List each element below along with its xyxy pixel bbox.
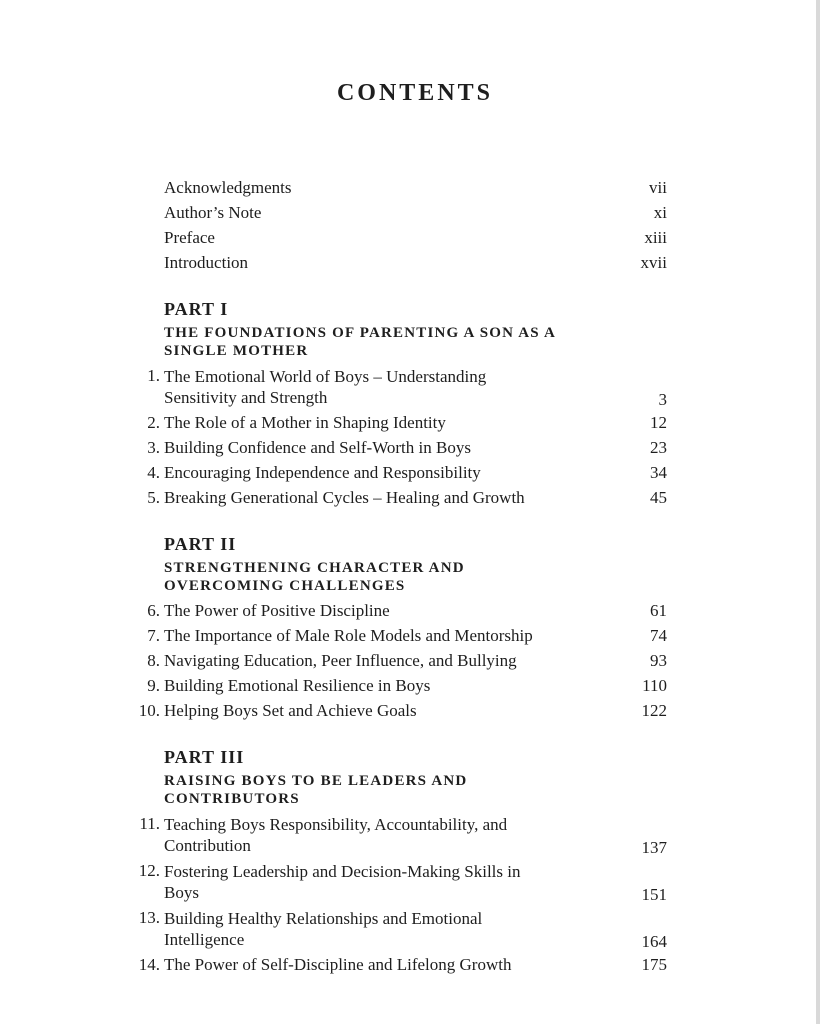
chapter-number: 1. <box>147 366 160 385</box>
chapter-number: 2. <box>147 413 160 432</box>
chapter-title: Building Emotional Resilience in Boys <box>164 676 431 695</box>
chapter-number: 11. <box>139 814 160 833</box>
chapter-page: 137 <box>641 838 667 857</box>
entry-page: vii <box>649 178 667 197</box>
part-label: PART III <box>164 747 245 767</box>
chapter-title: Building Confidence and Self-Worth in Boys <box>164 438 471 457</box>
chapter-page: 175 <box>641 955 667 974</box>
chapter-page: 164 <box>641 932 667 951</box>
chapter-title: Encouraging Independence and Responsibility <box>164 463 481 482</box>
chapter-number: 14. <box>138 955 160 974</box>
entry-page: xi <box>653 203 667 222</box>
toc-entry[interactable] <box>0 203 820 228</box>
chapter-number: 7. <box>147 626 160 645</box>
chapter-entry[interactable] <box>0 701 820 726</box>
front-matter <box>0 178 820 278</box>
chapter-page: 3 <box>658 390 667 409</box>
chapter-title: The Power of Self-Discipline and Lifelong Growth <box>164 955 512 974</box>
entry-title: Introduction <box>164 253 249 272</box>
chapter-page: 45 <box>650 488 667 507</box>
part-title: THE FOUNDATIONS OF PARENTING A SON AS A SINGLE MOTHER <box>164 325 556 359</box>
toc-entry[interactable] <box>0 253 820 278</box>
chapter-entry[interactable] <box>0 651 820 676</box>
chapter-entry[interactable] <box>0 366 820 413</box>
toc-entry[interactable] <box>0 178 820 203</box>
chapter-page: 122 <box>641 701 667 720</box>
chapter-number: 13. <box>138 908 160 927</box>
chapter-page: 34 <box>650 463 667 482</box>
chapter-entry[interactable] <box>0 601 820 626</box>
chapter-page: 151 <box>641 885 667 904</box>
chapter-title: Building Healthy Relationships and Emotional Intelligence <box>164 909 483 949</box>
table-of-contents <box>0 178 820 980</box>
chapter-entry[interactable] <box>0 861 820 908</box>
entry-page: xvii <box>640 253 667 272</box>
toc-entry[interactable] <box>0 228 820 253</box>
chapter-number: 10. <box>138 701 160 720</box>
chapter-page: 74 <box>650 626 667 645</box>
chapter-title: Navigating Education, Peer Influence, and Bullying <box>164 651 517 670</box>
chapter-title: Breaking Generational Cycles – Healing and Growth <box>164 488 525 507</box>
chapter-title: The Emotional World of Boys – Understanding Sensitivity and Strength <box>164 367 487 407</box>
part-heading <box>0 533 820 595</box>
chapter-page: 93 <box>650 651 667 670</box>
chapter-title: The Importance of Male Role Models and Mentorship <box>164 626 533 645</box>
chapter-entry[interactable] <box>0 814 820 861</box>
chapter-entry[interactable] <box>0 676 820 701</box>
chapter-number: 5. <box>147 488 160 507</box>
entry-title: Acknowledgments <box>164 178 292 197</box>
chapter-title: Helping Boys Set and Achieve Goals <box>164 701 417 720</box>
chapter-entry[interactable] <box>0 463 820 488</box>
chapter-entry[interactable] <box>0 626 820 651</box>
chapter-number: 3. <box>147 438 160 457</box>
chapter-page: 61 <box>650 601 667 620</box>
part-heading <box>0 746 820 808</box>
chapter-entry[interactable] <box>0 488 820 513</box>
chapter-number: 12. <box>138 861 160 880</box>
chapter-page: 110 <box>642 676 667 695</box>
chapter-title: The Power of Positive Discipline <box>164 601 390 620</box>
chapter-number: 6. <box>147 601 160 620</box>
chapter-number: 9. <box>147 676 160 695</box>
entry-title: Author’s Note <box>164 203 262 222</box>
chapter-entry[interactable] <box>0 438 820 463</box>
part-label: PART II <box>164 534 237 554</box>
chapter-entry[interactable] <box>0 413 820 438</box>
chapter-title: Teaching Boys Responsibility, Accountability, and Contribution <box>164 815 508 855</box>
part-title: STRENGTHENING CHARACTER AND OVERCOMING CHALLENGES <box>164 560 465 594</box>
chapter-page: 23 <box>650 438 667 457</box>
page-title: CONTENTS <box>336 80 494 106</box>
chapter-entry[interactable] <box>0 908 820 955</box>
chapter-entry[interactable] <box>0 955 820 980</box>
chapter-title: The Role of a Mother in Shaping Identity <box>164 413 446 432</box>
entry-title: Preface <box>164 228 215 247</box>
part-title: RAISING BOYS TO BE LEADERS AND CONTRIBUTORS <box>164 773 468 807</box>
part-heading <box>0 298 820 360</box>
chapter-number: 8. <box>147 651 160 670</box>
entry-page: xiii <box>644 228 667 247</box>
part-label: PART I <box>164 299 229 319</box>
chapter-title: Fostering Leadership and Decision-Making Skills in Boys <box>164 862 521 902</box>
chapter-number: 4. <box>147 463 160 482</box>
chapter-page: 12 <box>650 413 667 432</box>
